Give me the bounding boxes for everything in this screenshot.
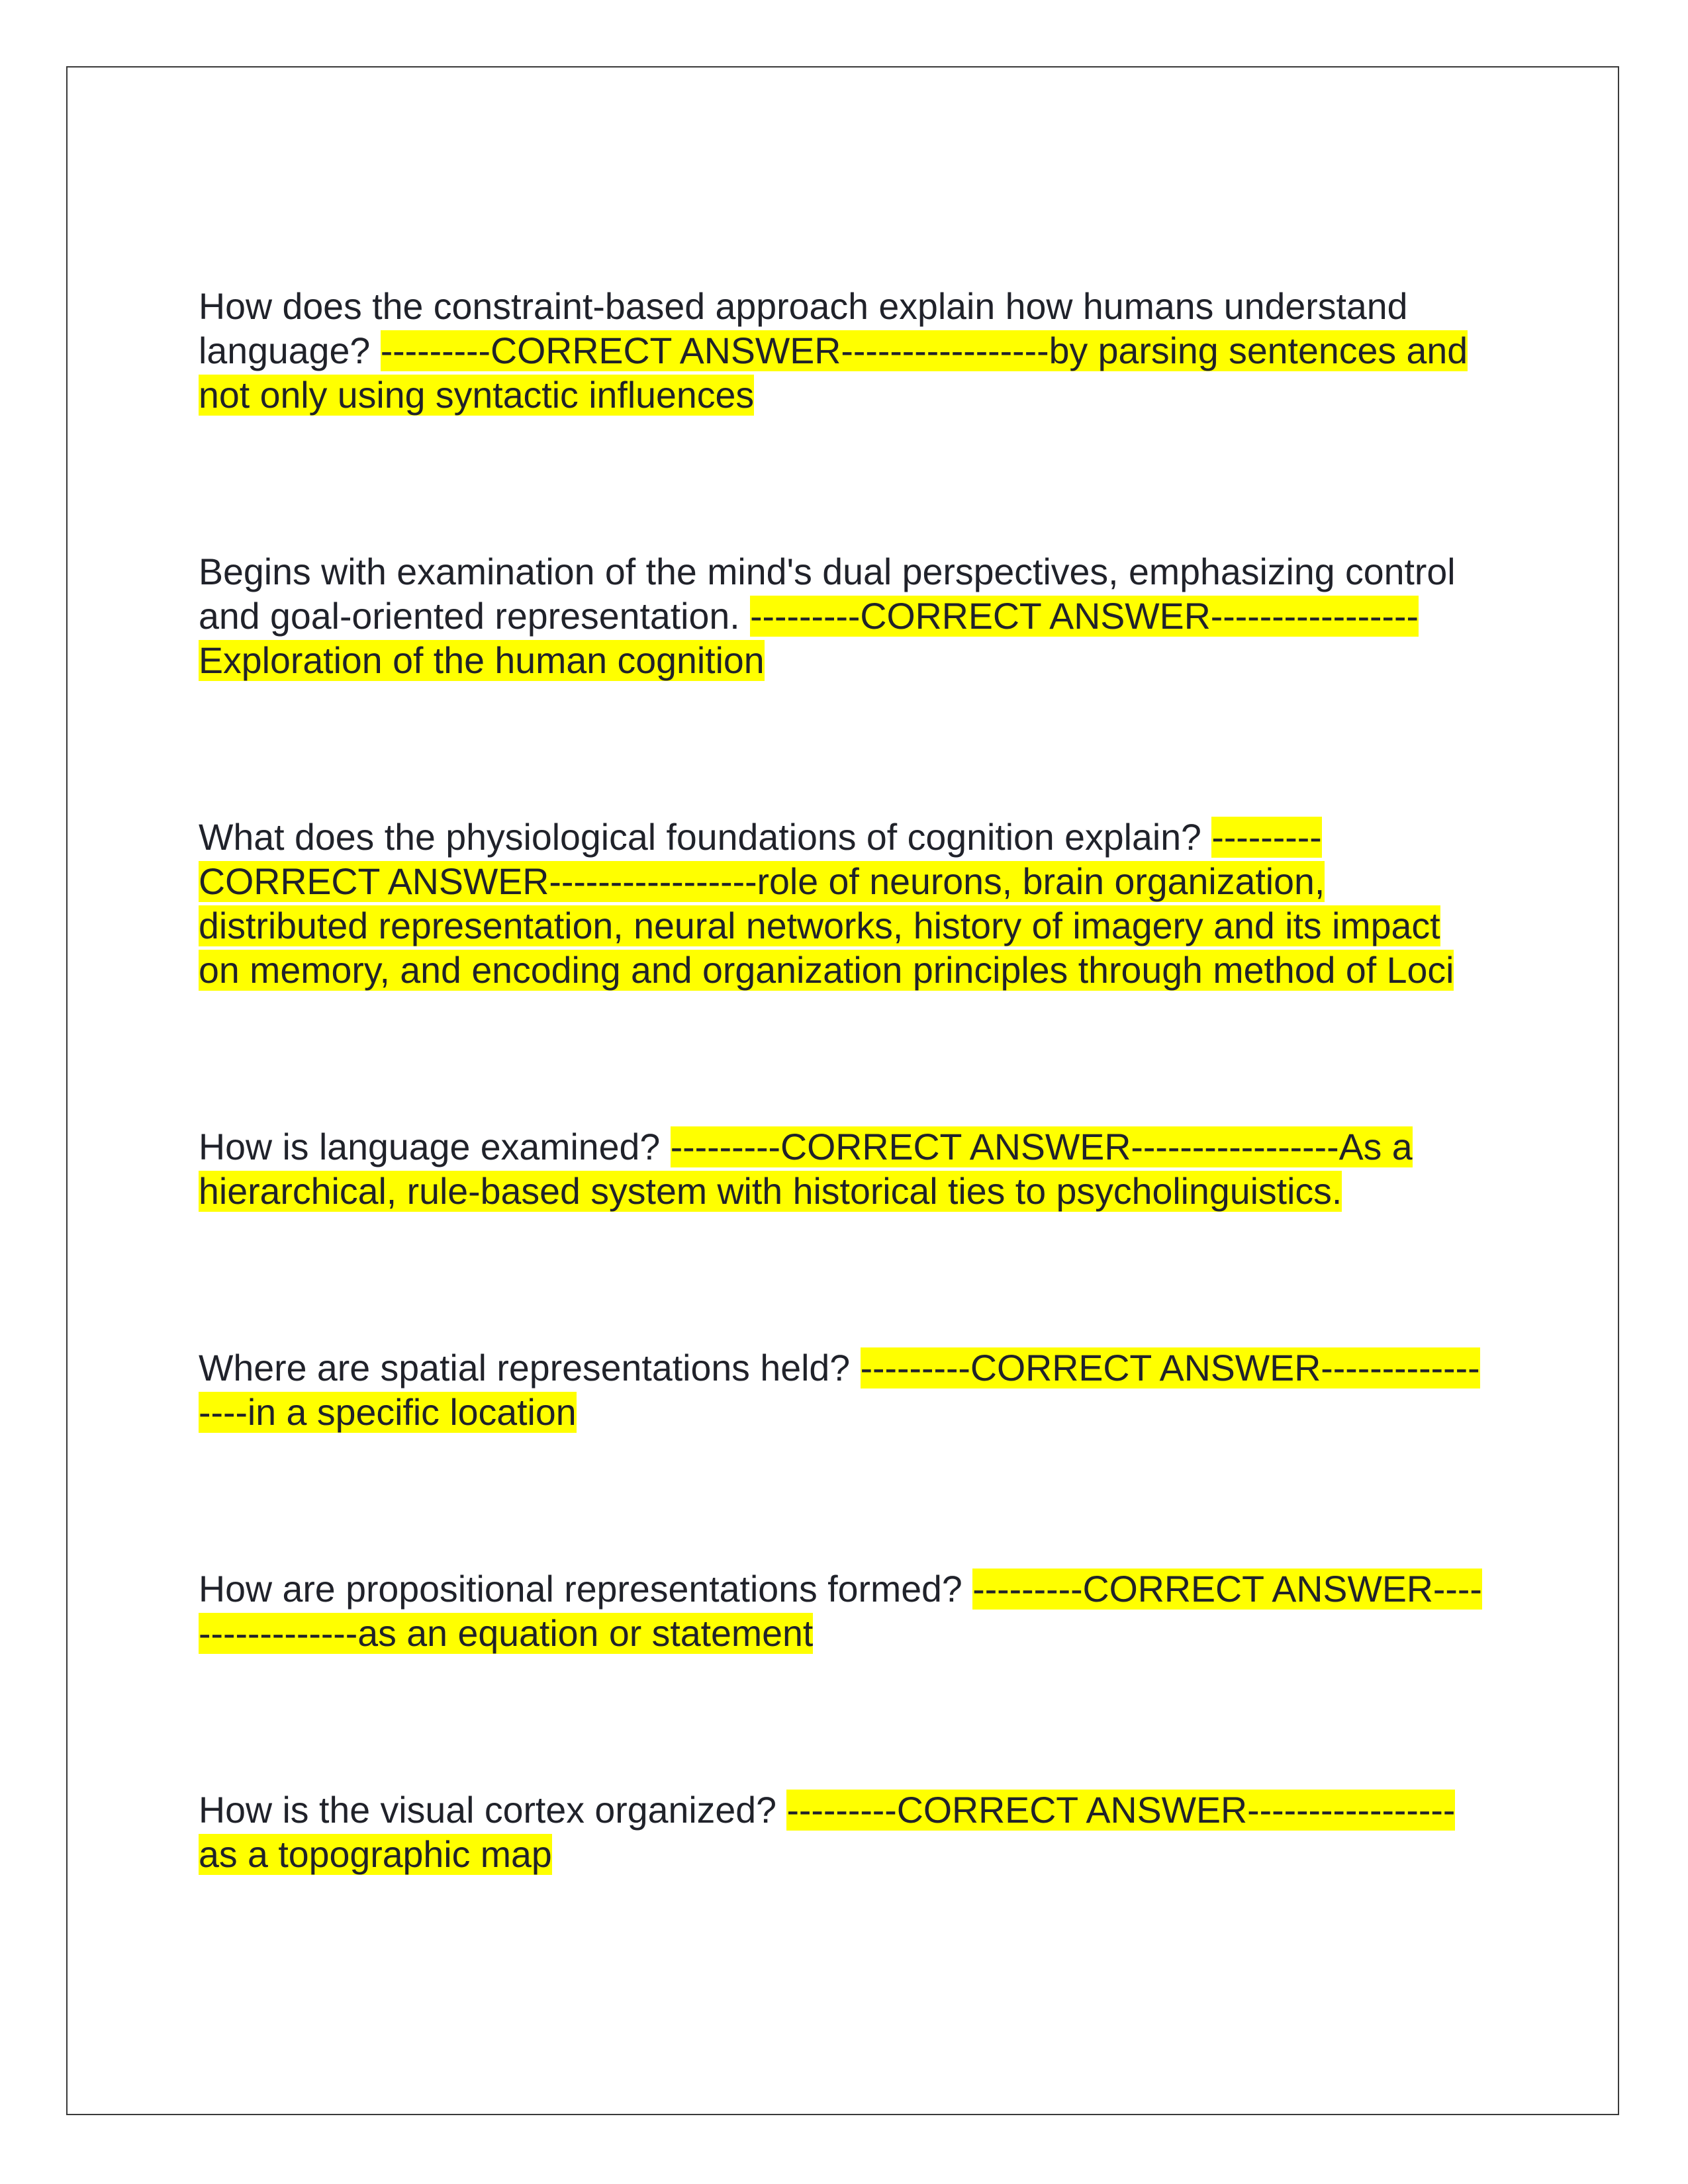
highlighted-answer: ---------CORRECT ANSWER-----------------as an equation or statement <box>199 1569 1482 1654</box>
qa-item <box>199 1125 1483 1214</box>
question-text: How does the constraint-based approach explain how humans understand language? <box>199 286 1408 371</box>
question-text: How are propositional representations formed? <box>199 1569 973 1610</box>
qa-item <box>199 1567 1483 1656</box>
question-text: Where are spatial representations held? <box>199 1347 861 1388</box>
qa-item <box>199 1346 1483 1435</box>
highlighted-answer: ---------CORRECT ANSWER-----------------As a hierarchical, rule-based system with historical ties to psycholinguistics. <box>199 1126 1413 1212</box>
highlighted-answer: ---------CORRECT ANSWER-----------------role of neurons, brain organization, distributed representation, neural networks, history of imagery and its impact on memory, and encoding and organization principles through method of Loci <box>199 817 1454 991</box>
document-content <box>199 285 1483 1877</box>
qa-item <box>199 1788 1483 1877</box>
question-text: What does the physiological foundations of cognition explain? <box>199 817 1212 858</box>
highlighted-answer: ---------CORRECT ANSWER-----------------as a topographic map <box>199 1790 1456 1875</box>
question-text: How is language examined? <box>199 1126 671 1167</box>
highlighted-answer: ---------CORRECT ANSWER-----------------in a specific location <box>199 1347 1480 1433</box>
highlighted-answer: ---------CORRECT ANSWER-----------------by parsing sentences and not only using syntactic influences <box>199 330 1468 416</box>
question-text: How is the visual cortex organized? <box>199 1790 787 1831</box>
highlighted-answer: ---------CORRECT ANSWER-----------------Exploration of the human cognition <box>199 596 1419 681</box>
qa-item <box>199 285 1483 418</box>
qa-item <box>199 815 1483 993</box>
qa-item <box>199 550 1483 683</box>
question-text: Begins with examination of the mind's dual perspectives, emphasizing control and goal-oriented representation. <box>199 551 1456 637</box>
